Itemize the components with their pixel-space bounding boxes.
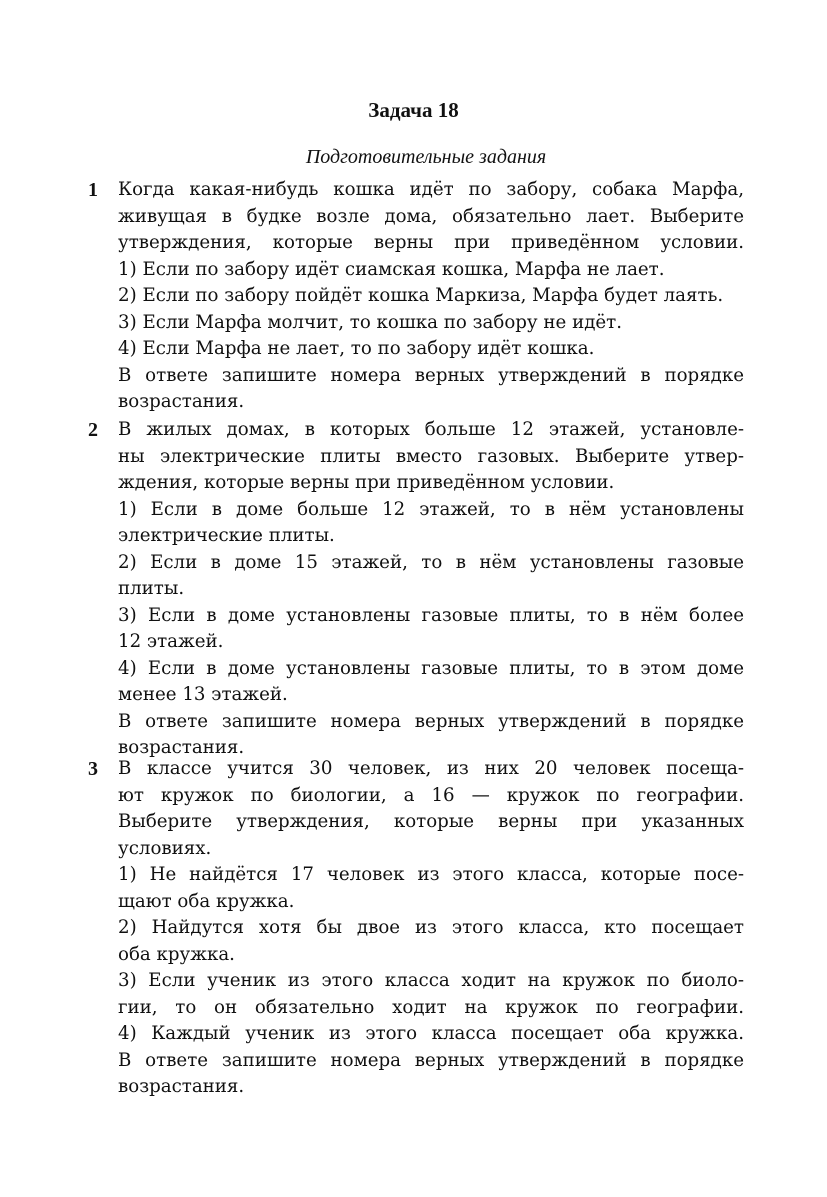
problem-text-line: плиты. [118, 578, 185, 599]
problem-text-line: 3) Если в доме установлены газовые плиты, то в нём более [118, 604, 744, 626]
problem-number: 2 [88, 419, 98, 441]
problem-text-line: живущая в будке возле дома, обязательно лает. Выберите [118, 205, 744, 227]
problem-text-line: Выберите утверждения, которые верны при указанных [118, 811, 744, 832]
problem-text-line: ют кружок по биологии, а 16 — кружок по географии. [118, 784, 744, 806]
problem-text-line: 3) Если ученик из этого класса ходит на кружок по биоло- [118, 970, 744, 991]
problem-text-line: 4) Если в доме установлены газовые плиты, то в этом доме [118, 657, 744, 679]
problem-text-line: возрастания. [118, 737, 245, 758]
problem-text-line: 4) Если Марфа не лает, то по забору идёт кошка. [118, 338, 595, 359]
problem-text-line: ны электрические плиты вместо газовых. Выберите утвер- [118, 445, 744, 467]
problem-text-line: 2) Если по забору пойдёт кошка Маркиза, Марфа будет лаять. [118, 285, 724, 306]
problem-text-line: В классе учится 30 человек, из них 20 человек посеща- [118, 758, 744, 779]
problem-number: 3 [88, 758, 98, 780]
problem-3 [0, 756, 827, 1101]
problem-text-line: В жилых домах, в которых больше 12 этажей, установле- [118, 419, 744, 440]
problem-text-line: оба кружка. [118, 943, 235, 965]
section-subtitle: Подготовительные задания [305, 146, 547, 168]
problem-text-line: 2) Если в доме 15 этажей, то в нём установлены газовые [118, 551, 744, 573]
problem-text-line: Когда какая-нибудь кошка идёт по забору, собака Марфа, [118, 179, 744, 200]
problem-text-line: утверждения, которые верны при приведённом условии. [118, 232, 744, 253]
problem-text-line: В ответе запишите номера верных утверждений в порядке [118, 1049, 744, 1071]
page-title: Задача 18 [368, 98, 459, 122]
problem-text-line: ждения, которые верны при приведённом условии. [118, 472, 615, 493]
problem-text-line: условиях. [118, 837, 212, 859]
problem-text-line: 1) Если в доме больше 12 этажей, то в нём установлены [118, 498, 744, 520]
problem-text-line: В ответе запишите номера верных утверждений в порядке [118, 364, 744, 386]
problem-text-line: гии, то он обязательно ходит на кружок по географии. [118, 996, 744, 1018]
problem-1 [0, 177, 827, 416]
problem-text-line: менее 13 этажей. [118, 684, 288, 705]
problem-text-line: 12 этажей. [118, 631, 224, 652]
problem-text-line: возрастания. [118, 391, 245, 412]
problem-text-line: щают оба кружка. [118, 890, 295, 912]
problem-text-line: 1) Не найдётся 17 человек из этого класса, которые посе- [118, 864, 744, 885]
problem-text-line: 3) Если Марфа молчит, то кошка по забору не идёт. [118, 311, 623, 333]
problem-text-line: 1) Если по забору идёт сиамская кошка, Марфа не лает. [118, 258, 665, 280]
problem-text-line: 4) Каждый ученик из этого класса посещает оба кружка. [118, 1023, 744, 1044]
problem-2 [0, 417, 827, 762]
problem-number: 1 [88, 179, 98, 201]
problem-text-line: 2) Найдутся хотя бы двое из этого класса, кто посещает [118, 917, 744, 938]
problem-text-line: электрические плиты. [118, 525, 335, 546]
problem-text-line: В ответе запишите номера верных утверждений в порядке [118, 710, 744, 732]
problem-text-line: возрастания. [118, 1076, 245, 1097]
